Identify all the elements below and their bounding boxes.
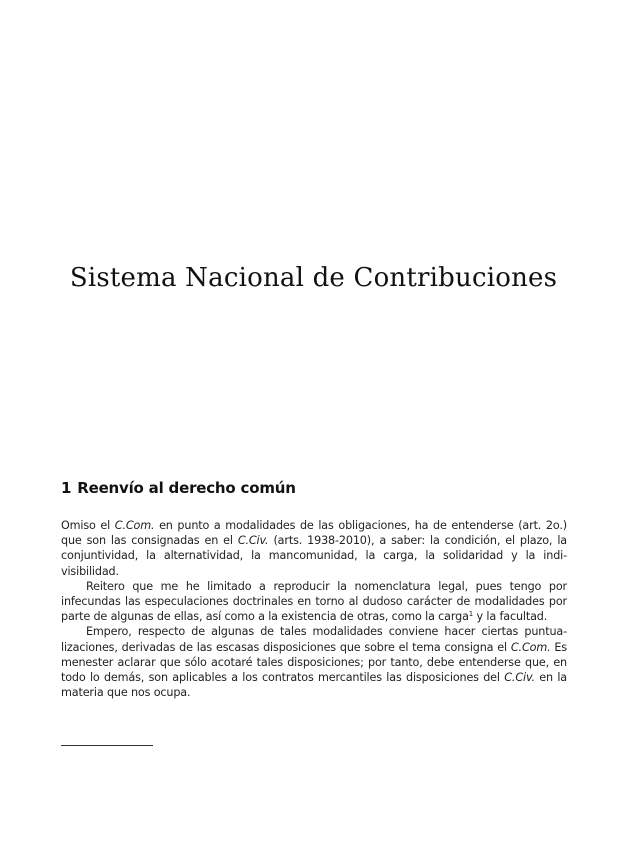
paragraph-1 (61, 518, 567, 579)
paragraph-3-text-a: Empero, respecto de algunas de tales modalidades conviene hacer ciertas puntua-lizaciones, derivadas de las escasas disposiciones que sobre el tema consigna el (61, 625, 567, 654)
abbr-cciv: C.Civ. (504, 671, 535, 685)
paragraph-1-text-a: Omiso el (61, 519, 115, 532)
abbr-ccom: C.Com. (510, 640, 551, 654)
chapter-title: Sistema Nacional de Contribuciones (69, 263, 558, 293)
paragraph-3 (61, 624, 567, 700)
paragraph-2 (61, 579, 567, 625)
paragraph-1-text-b: en punto a modalidades de las obligaciones, ha de entenderse (art. 2o.) que son las consignadas en el (61, 519, 567, 548)
section-title: Reenvío al derecho común (77, 479, 296, 497)
abbr-cciv: C.Civ. (237, 534, 269, 548)
paragraph-1-text-c: (arts. 1938-2010), a saber: la condición, el plazo, la conjuntividad, la alternatividad, la mancomunidad, la carga, la solidaridad y la indi-visibilidad. (61, 534, 567, 578)
footnote-rule (61, 745, 153, 746)
section-heading (61, 479, 296, 497)
body-text (61, 518, 567, 700)
footnote-marker[interactable]: 1 (468, 610, 474, 619)
paragraph-2-text-a: Reitero que me he limitado a reproducir la nomenclatura legal, pues tengo por infecundas las especulaciones doctrinales en torno al dudoso carácter de modalidades por parte de algunas de ellas, así como a la existencia de otras, como la carga (61, 579, 567, 624)
paragraph-3-text-b: Es menester aclarar que sólo acotaré tales disposiciones; por tanto, debe entenderse que, en todo lo demás, son aplicables a los contratos mercantiles las disposiciones del (61, 640, 567, 685)
section-number: 1 (61, 479, 72, 497)
paragraph-2-text-b: y la facultad. (473, 610, 548, 624)
paragraph-3-text-c: en la materia que nos ocupa. (61, 671, 567, 700)
abbr-ccom: C.Com. (114, 519, 155, 532)
